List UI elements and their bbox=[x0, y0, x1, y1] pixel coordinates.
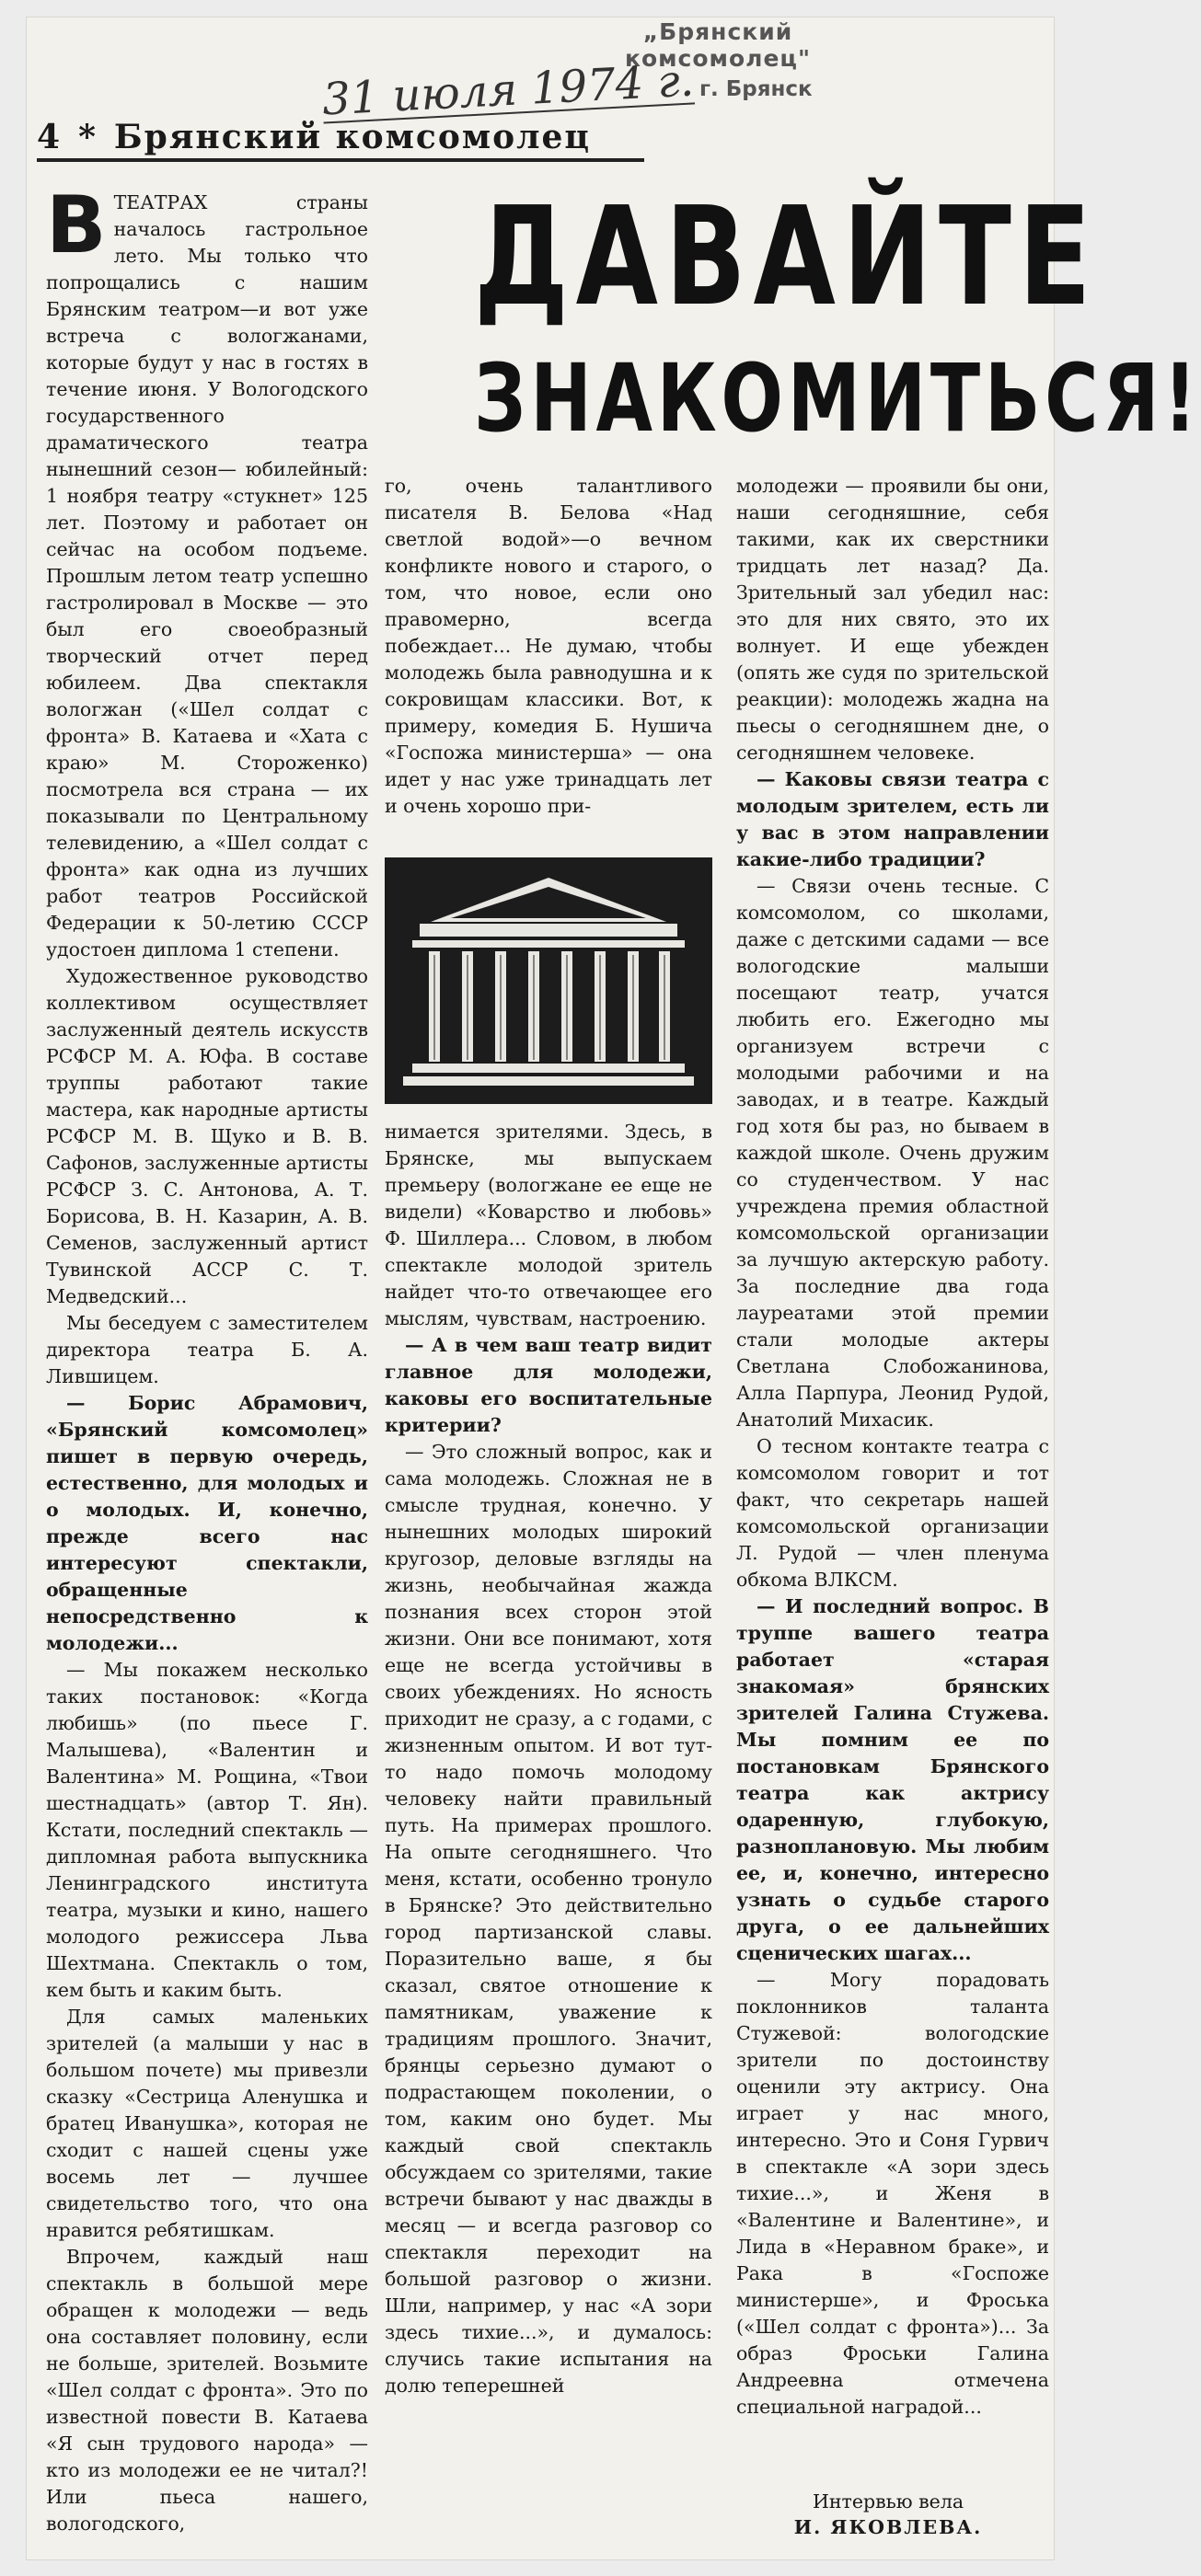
paragraph: Впрочем, каждый наш спектакль в большой мере обращен к молодежи — ведь она составляет половину, если не больше, зрителей. Возьмите «Шел солдат с фронта». Это по известной повести В. Катаева «Я сын трудового народа» — кто из молодежи ее не читал?! Или пьеса нашего, вологодского, bbox=[46, 2246, 368, 2535]
intro-text-top: ТЕАТРАХ страны началось гастрольное лето. Мы только что попрощались с нашим Брянским театром—и вот уже встреча с вологжанами, которые будут у нас в гостях в течение июня. У Вологодского государственного драматического театра нынешний сезон— юбилейный: 1 ноября театру «стукнет» 125 лет. Поэтому и работает он сейчас на особом подъеме. bbox=[46, 191, 368, 560]
dropcap: В bbox=[46, 179, 107, 271]
paragraph: — Это сложный вопрос, как и сама молодежь. Сложная не в смысле трудная, конечно. У нынешних молодых широкий кругозор, деловые взгляды на жизнь, необычайная жажда познания всех сторон этой жизни. Они все понимают, хотя еще не всегда устойчивы в своих убеждениях. Но ясность приходит не сразу, а с годами, с жизненным опытом. И вот тут-то надо помочь молодому человеку найти правильный путь. На примерах прошлого. На опыте сегодняшнего. Что меня, кстати, особенно тронуло в Брянске? Это действительно город партизанской славы. Поразительно ваше, я бы сказал, святое отношение к памятникам, уважение к традициям прошлого. Значит, брянцы серьезно думают о подрастающем поколении, о том, каким оно будет. Мы каждый свой спектакль обсуждаем со зрителями, такие встречи бывают у нас дважды в месяц — и всегда разговор со спектакля переходит на большой разговор о жизни. Шли, например, у нас «А зори здесь тихие...», и думалось: случись такие испытания на долю теперешней bbox=[385, 1441, 712, 2397]
paragraph: — Связи очень тесные. С комсомолом, со школами, даже с детскими садами — все вологодские малыши посещают театр, учатся любить его. Ежегодно мы организуем встречи с молодыми рабочими и на заводах, и в театре. Каждый год хотя бы раз, но бываем в каждой школе. Очень дружим со студенчеством. У нас учреждена премия областной комсомольской организации за лучшую актерскую работу. За последние два года лауреатами этой премии стали молодые актеры Светлана Слобожанинова, Алла Парпура, Леонид Рудой, Анатолий Михасик. bbox=[736, 875, 1049, 1431]
theater-building-icon bbox=[385, 857, 712, 1104]
page-number: 4 bbox=[37, 118, 63, 156]
signature-name: И. ЯКОВЛЕВА. bbox=[793, 2516, 983, 2538]
stamp-city: г. Брянск bbox=[699, 77, 813, 101]
signature bbox=[736, 2489, 1040, 2540]
paragraph: го, очень талантливого писателя В. Белова «Над светлой водой»—о вечном конфликте нового и старого, о том, что новое, если оно правомерно, всегда побеждает... Не думаю, чтобы молодежь была равнодушна и к сокровищам классики. Вот, к примеру, комедия Б. Нушича «Госпожа министерша» — она идет у нас уже тринадцать лет и очень хорошо при- bbox=[385, 475, 712, 817]
star-icon: * bbox=[78, 118, 98, 156]
question-4: — И последний вопрос. В труппе вашего театра работает «старая знакомая» брянских зрителей Галина Стужева. Мы помним ее по постановкам Брянского театра как актрису одаренную, глубокую, разноплановую. Мы любим ее, и, конечно, интересно узнать о судьбе старого друга, о ее дальнейших сценических шагах... bbox=[736, 1595, 1049, 1964]
article-column-3 bbox=[736, 473, 1049, 2421]
handwritten-date: 31 июля 1974 г. bbox=[320, 54, 696, 126]
paragraph: — Могу порадовать поклонников таланта Стужевой: вологодские зрители по достоинству оценили эту актрису. Она играет у нас много, интересно. Это и Соня Гурвич в спектакле «А зори здесь тихие...», и Женя в «Валентине и Валентине», и Лида в «Неравном браке», и Рака в «Госпоже министерше», и Фроська («Шел солдат с фронта»)... За образ Фроськи Галина Андреевна отмечена специальной наградой... bbox=[736, 1969, 1049, 2418]
headline-line-2: ЗНАКОМИТЬСЯ! bbox=[474, 344, 1201, 454]
article-column-1 bbox=[46, 179, 368, 2537]
intro-paragraph bbox=[46, 179, 368, 963]
signature-label: Интервью вела bbox=[812, 2490, 964, 2513]
stamp-paper-name: „Брянский комсомолец" bbox=[624, 18, 811, 72]
intro-text-rest: Прошлым летом театр успешно гастролировал в Москве — это был его своеобразный творческий отчет перед юбилеем. Два спектакля вологжан («Шел солдат с фронта» В. Катаева и «Хата с краю» М. Стороженко) посмотрела вся страна — их показывали по Центральному телевидению, а «Шел солдат с фронта» как одна из лучших работ театров Российской Федерации к 50-летию СССР удостоен диплома 1 степени. bbox=[46, 565, 368, 960]
paragraph: нимается зрителями. Здесь, в Брянске, мы выпускаем премьеру (вологжане ее еще не видели) «Коварство и любовь» Ф. Шиллера... Словом, в любом спектакле молодой зритель найдет что-то отвечающее его мыслям, чувствам, настроению. bbox=[385, 1121, 712, 1329]
paragraph: Для самых маленьких зрителей (а малыши у нас в большом почете) мы привезли сказку «Сестрица Аленушка и братец Иванушка», которая не сходит с нашей сцены уже восемь лет — лучшее свидетельство того, что она нравится ребятишкам. bbox=[46, 2006, 368, 2241]
paragraph: — Мы покажем несколько таких постановок: «Когда любишь» (по пьесе Г. Малышева), «Валентин и Валентина» М. Рощина, «Твои шестнадцать» (автор Т. Ян). Кстати, последний спектакль — дипломная работа выпускника Ленинградского института театра, музыки и кино, нашего молодого режиссера Льва Шехтмана. Спектакль о том, кем быть и каким быть. bbox=[46, 1659, 368, 2001]
page-header bbox=[37, 118, 644, 162]
paragraph: Художественное руководство коллективом осуществляет заслуженный деятель искусств РСФСР М. А. Юфа. В составе труппы работают такие мастера, как народные артисты РСФСР М. В. Щуко и В. В. Сафонов, заслуженные артисты РСФСР З. С. Антонова, А. Т. Борисова, В. Н. Казарин, А. В. Семенов, заслуженный артист Тувинской АССР С. Т. Медведский... bbox=[46, 965, 368, 1307]
question-1: — Борис Абрамович, «Брянский комсомолец» пишет в первую очередь, естественно, для молодых и о молодых. И, конечно, прежде всего нас интересуют спектакли, обращенные непосредственно к молодежи... bbox=[46, 1392, 368, 1654]
question-3: — Каковы связи театра с молодым зрителем, есть ли у вас в этом направлении какие-либо традиции? bbox=[736, 768, 1049, 870]
paragraph: молодежи — проявили бы они, наши сегодняшние, себя такими, как их сверстники тридцать лет назад? Да. Зрительный зал убедил нас: это для них свято, это их волнует. И еще убежден (опять же судя по зрительской реакции): молодежь жадна на пьесы о сегодняшнем дне, о сегодняшнем человеке. bbox=[736, 475, 1049, 764]
question-2: — А в чем ваш театр видит главное для молодежи, каковы его воспитательные критерии? bbox=[385, 1334, 712, 1436]
article-column-2-bottom bbox=[385, 1119, 712, 2399]
paragraph: Мы беседуем с заместителем директора театра Б. А. Лившицем. bbox=[46, 1312, 368, 1387]
newspaper-title: Брянский комсомолец bbox=[113, 118, 592, 156]
article-column-2-top bbox=[385, 473, 712, 820]
paragraph: О тесном контакте театра с комсомолом говорит и тот факт, что секретарь нашей комсомольской организации Л. Рудой — член пленума обкома ВЛКСМ. bbox=[736, 1435, 1049, 1591]
article-headline bbox=[403, 178, 1201, 454]
headline-line-1: ДАВАЙТЕ bbox=[474, 178, 1099, 336]
